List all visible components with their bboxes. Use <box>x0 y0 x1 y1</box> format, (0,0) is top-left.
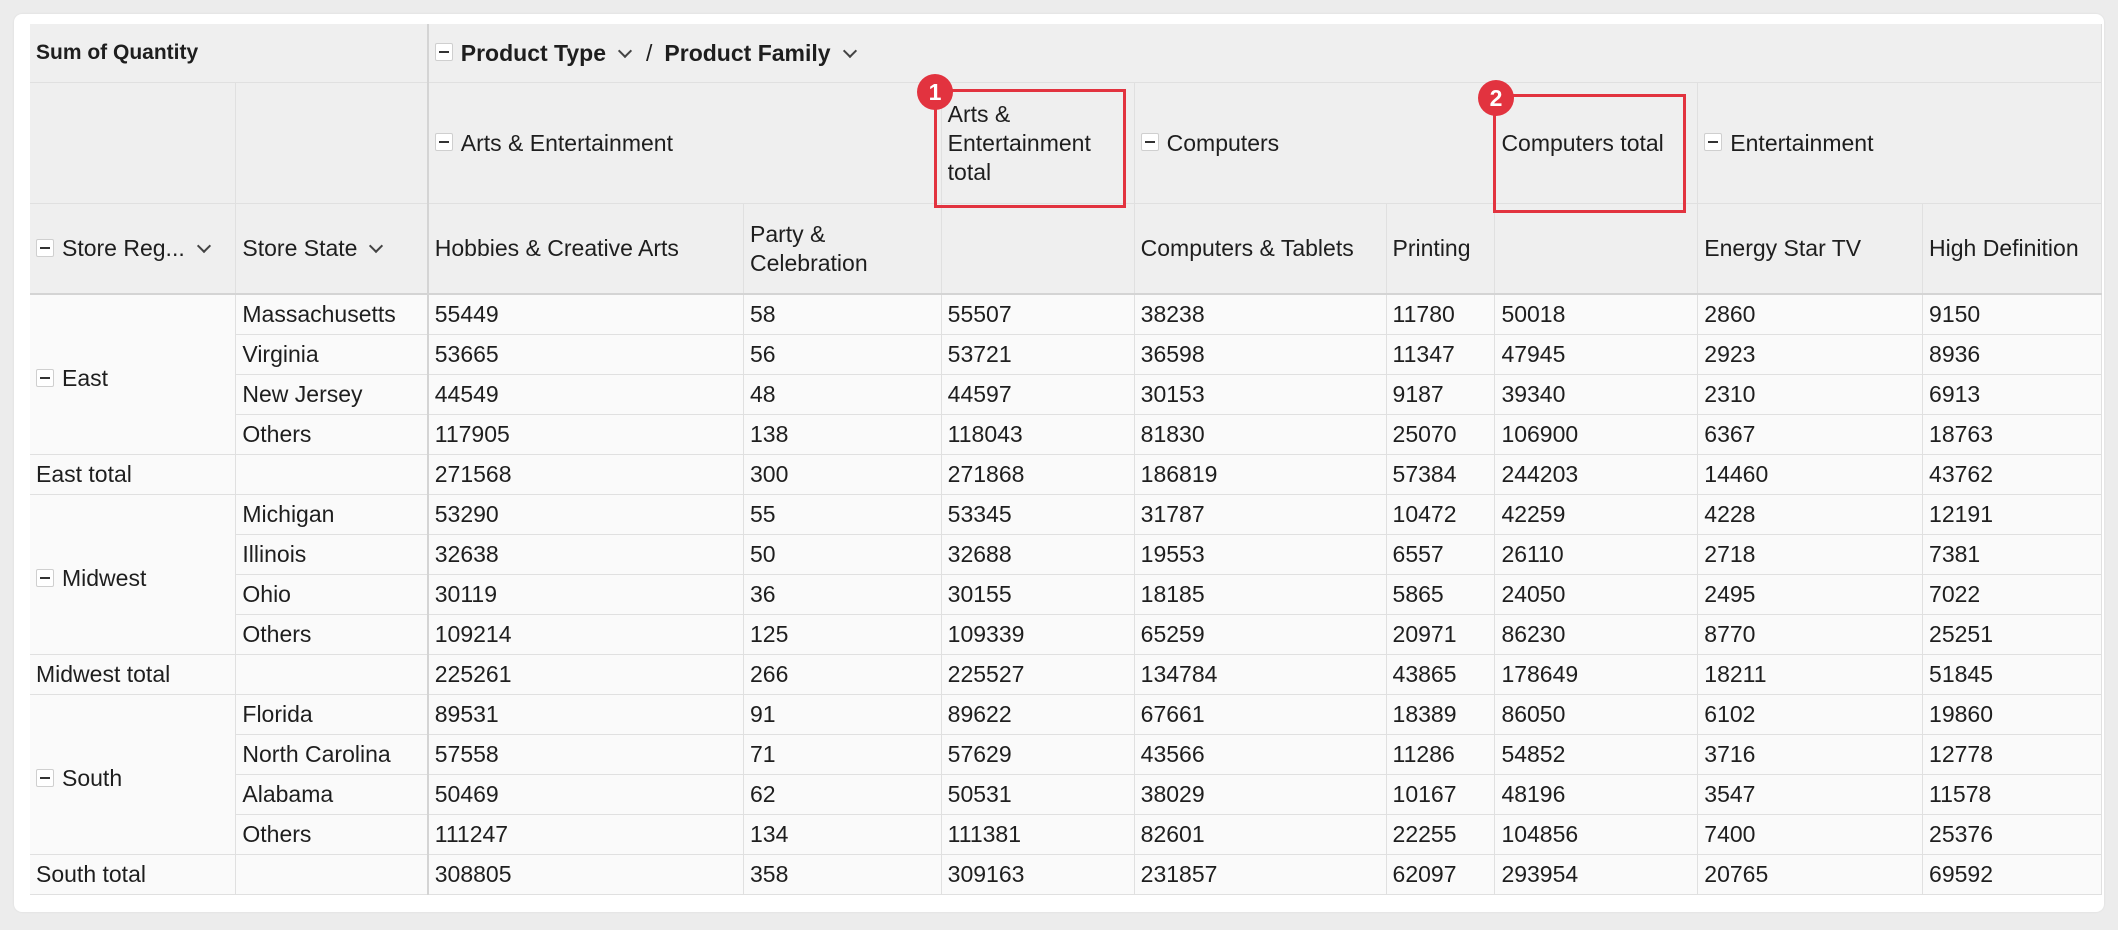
value-cell: 48 <box>743 375 941 415</box>
value-cell: 30155 <box>941 575 1134 615</box>
empty-header-cell <box>236 83 428 204</box>
store-state-chevron-down-icon[interactable] <box>369 239 383 253</box>
value-cell: 42259 <box>1495 495 1698 535</box>
value-cell: 6367 <box>1698 415 1923 455</box>
value-cell: 56 <box>743 335 941 375</box>
value-cell: 125 <box>743 615 941 655</box>
value-cell: 18211 <box>1698 655 1923 695</box>
value-cell: 10167 <box>1386 775 1495 815</box>
product-type-entertainment-label: Entertainment <box>1730 129 1874 156</box>
table-row <box>30 335 2102 375</box>
value-cell: 57558 <box>428 735 744 775</box>
table-row <box>30 815 2102 855</box>
region-total-label: East total <box>30 455 236 495</box>
callout-badge-2: 2 <box>1478 80 1514 116</box>
computers-total-label: Computers total <box>1501 129 1664 156</box>
state-cell: Florida <box>236 695 428 735</box>
value-cell: 3716 <box>1698 735 1923 775</box>
family-header: Party & Celebration <box>743 204 941 295</box>
header-row-fields <box>30 24 2102 83</box>
value-cell: 8770 <box>1698 615 1923 655</box>
store-region-chevron-down-icon[interactable] <box>197 239 211 253</box>
value-cell: 358 <box>743 855 941 895</box>
product-type-entertainment <box>1698 83 2102 204</box>
product-type-arts <box>428 83 941 204</box>
value-cell: 81830 <box>1134 415 1386 455</box>
callout-box-computers-total <box>1493 94 1686 213</box>
value-cell: 293954 <box>1495 855 1698 895</box>
header-row-product-family <box>30 204 2102 295</box>
table-row <box>30 294 2102 335</box>
value-cell: 5865 <box>1386 575 1495 615</box>
value-cell: 32688 <box>941 535 1134 575</box>
value-cell: 18763 <box>1923 415 2102 455</box>
table-row <box>30 575 2102 615</box>
value-cell: 38238 <box>1134 294 1386 335</box>
value-cell: 51845 <box>1923 655 2102 695</box>
empty-state-cell <box>236 455 428 495</box>
value-cell: 54852 <box>1495 735 1698 775</box>
collapse-region-icon[interactable] <box>36 569 54 587</box>
value-cell: 20971 <box>1386 615 1495 655</box>
value-cell: 65259 <box>1134 615 1386 655</box>
family-header <box>1495 204 1698 295</box>
value-cell: 3547 <box>1698 775 1923 815</box>
value-cell: 58 <box>743 294 941 335</box>
collapse-region-icon[interactable] <box>36 769 54 787</box>
value-cell: 111381 <box>941 815 1134 855</box>
region-label: Midwest <box>62 565 147 591</box>
value-cell: 89531 <box>428 695 744 735</box>
total-row <box>30 655 2102 695</box>
store-state-label: Store State <box>242 235 358 261</box>
value-cell: 104856 <box>1495 815 1698 855</box>
state-cell: Massachusetts <box>236 294 428 335</box>
value-cell: 9150 <box>1923 294 2102 335</box>
product-type-chevron-down-icon[interactable] <box>618 43 632 57</box>
value-cell: 8936 <box>1923 335 2102 375</box>
value-cell: 62 <box>743 775 941 815</box>
table-row <box>30 615 2102 655</box>
value-cell: 50018 <box>1495 294 1698 335</box>
value-cell: 25070 <box>1386 415 1495 455</box>
state-cell: Virginia <box>236 335 428 375</box>
table-row <box>30 495 2102 535</box>
value-cell: 55 <box>743 495 941 535</box>
value-cell: 25376 <box>1923 815 2102 855</box>
value-cell: 109339 <box>941 615 1134 655</box>
value-cell: 39340 <box>1495 375 1698 415</box>
pivot-body <box>30 294 2102 895</box>
state-cell: Michigan <box>236 495 428 535</box>
value-cell: 57384 <box>1386 455 1495 495</box>
value-cell: 38029 <box>1134 775 1386 815</box>
value-cell: 7400 <box>1698 815 1923 855</box>
arts-total-label: Arts & Entertainment total <box>947 100 1091 185</box>
region-label: South <box>62 765 123 791</box>
region-total-label: Midwest total <box>30 655 236 695</box>
value-cell: 55449 <box>428 294 744 335</box>
product-type-field[interactable]: Product Type <box>460 39 607 66</box>
region-cell <box>30 695 236 855</box>
callout-badge-1: 1 <box>917 74 953 110</box>
value-cell: 266 <box>743 655 941 695</box>
value-cell: 19860 <box>1923 695 2102 735</box>
value-cell: 7022 <box>1923 575 2102 615</box>
product-family-field[interactable]: Product Family <box>664 39 831 66</box>
value-cell: 24050 <box>1495 575 1698 615</box>
value-cell: 50469 <box>428 775 744 815</box>
product-type-computers <box>1134 83 1495 204</box>
store-region-label: Store Reg... <box>62 235 185 261</box>
table-row <box>30 735 2102 775</box>
value-cell: 43865 <box>1386 655 1495 695</box>
empty-header-cell <box>30 83 236 204</box>
value-cell: 2495 <box>1698 575 1923 615</box>
value-cell: 67661 <box>1134 695 1386 735</box>
region-cell <box>30 495 236 655</box>
table-row <box>30 535 2102 575</box>
value-cell: 134 <box>743 815 941 855</box>
value-cell: 19553 <box>1134 535 1386 575</box>
value-cell: 12778 <box>1923 735 2102 775</box>
value-cell: 106900 <box>1495 415 1698 455</box>
callout-box-arts-total <box>934 89 1126 208</box>
value-cell: 309163 <box>941 855 1134 895</box>
total-row <box>30 455 2102 495</box>
value-cell: 6102 <box>1698 695 1923 735</box>
value-cell: 244203 <box>1495 455 1698 495</box>
value-cell: 11780 <box>1386 294 1495 335</box>
region-label: East <box>62 365 109 391</box>
value-cell: 271568 <box>428 455 744 495</box>
family-header: Printing <box>1386 204 1495 295</box>
store-state-header[interactable] <box>236 204 428 295</box>
value-cell: 2923 <box>1698 335 1923 375</box>
value-cell: 22255 <box>1386 815 1495 855</box>
value-cell: 300 <box>743 455 941 495</box>
state-cell: Illinois <box>236 535 428 575</box>
value-cell: 48196 <box>1495 775 1698 815</box>
empty-state-cell <box>236 855 428 895</box>
value-cell: 50531 <box>941 775 1134 815</box>
state-cell: Others <box>236 615 428 655</box>
value-cell: 117905 <box>428 415 744 455</box>
value-cell: 178649 <box>1495 655 1698 695</box>
value-cell: 25251 <box>1923 615 2102 655</box>
state-cell: Others <box>236 415 428 455</box>
value-cell: 30153 <box>1134 375 1386 415</box>
value-cell: 86230 <box>1495 615 1698 655</box>
measure-label: Sum of Quantity <box>30 24 428 83</box>
table-row <box>30 415 2102 455</box>
product-type-arts-label: Arts & Entertainment <box>460 129 673 156</box>
value-cell: 57629 <box>941 735 1134 775</box>
value-cell: 14460 <box>1698 455 1923 495</box>
family-header: Hobbies & Creative Arts <box>428 204 744 295</box>
table-row <box>30 775 2102 815</box>
value-cell: 53665 <box>428 335 744 375</box>
collapse-store-region-icon[interactable] <box>36 239 54 257</box>
value-cell: 91 <box>743 695 941 735</box>
value-cell: 36598 <box>1134 335 1386 375</box>
family-header: Energy Star TV <box>1698 204 1923 295</box>
table-row <box>30 375 2102 415</box>
collapse-computers-icon[interactable] <box>1141 133 1159 151</box>
collapse-region-icon[interactable] <box>36 369 54 387</box>
value-cell: 55507 <box>941 294 1134 335</box>
value-cell: 111247 <box>428 815 744 855</box>
collapse-product-type-icon[interactable] <box>435 43 453 61</box>
column-fields <box>428 24 2102 83</box>
value-cell: 7381 <box>1923 535 2102 575</box>
collapse-arts-icon[interactable] <box>435 133 453 151</box>
value-cell: 225527 <box>941 655 1134 695</box>
value-cell: 53345 <box>941 495 1134 535</box>
value-cell: 44597 <box>941 375 1134 415</box>
value-cell: 11347 <box>1386 335 1495 375</box>
value-cell: 4228 <box>1698 495 1923 535</box>
value-cell: 10472 <box>1386 495 1495 535</box>
value-cell: 62097 <box>1386 855 1495 895</box>
table-row <box>30 695 2102 735</box>
value-cell: 20765 <box>1698 855 1923 895</box>
family-header <box>941 204 1134 295</box>
value-cell: 109214 <box>428 615 744 655</box>
state-cell: Others <box>236 815 428 855</box>
value-cell: 134784 <box>1134 655 1386 695</box>
product-family-chevron-down-icon[interactable] <box>843 43 857 57</box>
value-cell: 271868 <box>941 455 1134 495</box>
value-cell: 11578 <box>1923 775 2102 815</box>
region-cell <box>30 294 236 455</box>
product-type-computers-label: Computers <box>1166 129 1280 156</box>
value-cell: 32638 <box>428 535 744 575</box>
value-cell: 69592 <box>1923 855 2102 895</box>
value-cell: 26110 <box>1495 535 1698 575</box>
value-cell: 2718 <box>1698 535 1923 575</box>
value-cell: 43762 <box>1923 455 2102 495</box>
value-cell: 2310 <box>1698 375 1923 415</box>
value-cell: 71 <box>743 735 941 775</box>
value-cell: 31787 <box>1134 495 1386 535</box>
value-cell: 6557 <box>1386 535 1495 575</box>
store-region-header[interactable] <box>30 204 236 295</box>
value-cell: 225261 <box>428 655 744 695</box>
value-cell: 9187 <box>1386 375 1495 415</box>
state-cell: North Carolina <box>236 735 428 775</box>
value-cell: 118043 <box>941 415 1134 455</box>
value-cell: 86050 <box>1495 695 1698 735</box>
value-cell: 53290 <box>428 495 744 535</box>
value-cell: 89622 <box>941 695 1134 735</box>
state-cell: Ohio <box>236 575 428 615</box>
value-cell: 186819 <box>1134 455 1386 495</box>
value-cell: 12191 <box>1923 495 2102 535</box>
region-total-label: South total <box>30 855 236 895</box>
value-cell: 53721 <box>941 335 1134 375</box>
value-cell: 6913 <box>1923 375 2102 415</box>
value-cell: 50 <box>743 535 941 575</box>
value-cell: 30119 <box>428 575 744 615</box>
value-cell: 2860 <box>1698 294 1923 335</box>
value-cell: 18185 <box>1134 575 1386 615</box>
value-cell: 138 <box>743 415 941 455</box>
total-row <box>30 855 2102 895</box>
value-cell: 11286 <box>1386 735 1495 775</box>
value-cell: 47945 <box>1495 335 1698 375</box>
value-cell: 82601 <box>1134 815 1386 855</box>
family-header: Computers & Tablets <box>1134 204 1386 295</box>
state-cell: New Jersey <box>236 375 428 415</box>
value-cell: 44549 <box>428 375 744 415</box>
state-cell: Alabama <box>236 775 428 815</box>
value-cell: 43566 <box>1134 735 1386 775</box>
value-cell: 36 <box>743 575 941 615</box>
collapse-entertainment-icon[interactable] <box>1704 133 1722 151</box>
value-cell: 231857 <box>1134 855 1386 895</box>
value-cell: 18389 <box>1386 695 1495 735</box>
empty-state-cell <box>236 655 428 695</box>
field-separator: / <box>646 39 653 66</box>
family-header: High Definition <box>1923 204 2102 295</box>
value-cell: 308805 <box>428 855 744 895</box>
